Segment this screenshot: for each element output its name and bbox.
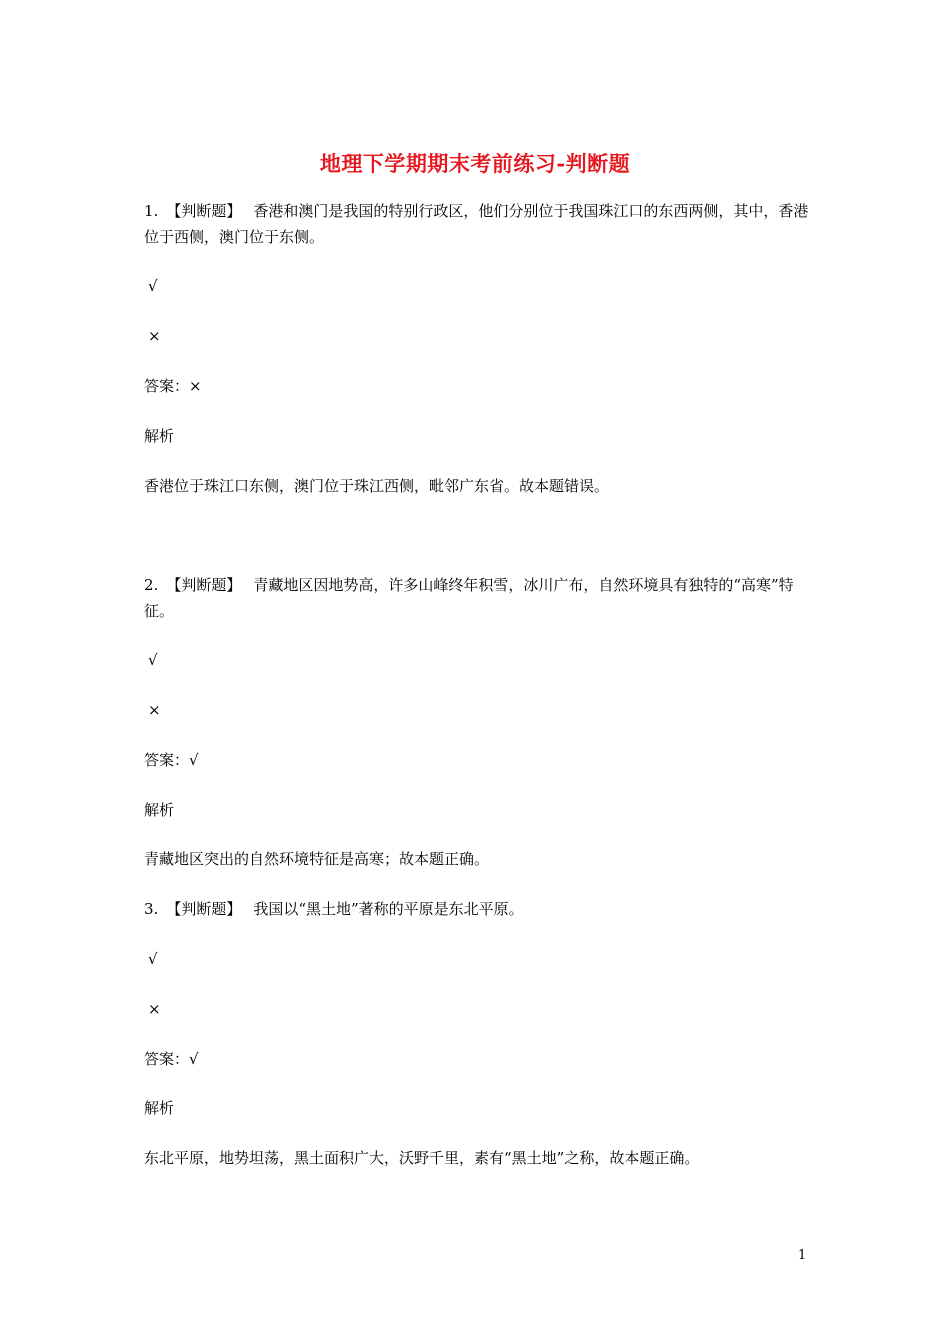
question-2-option-true[interactable]: √ (148, 651, 158, 669)
question-3-option-true[interactable]: √ (148, 950, 158, 968)
question-3-answer: 答案：√ (144, 1050, 199, 1068)
question-1-option-false[interactable]: × (148, 327, 161, 345)
question-3-analysis: 东北平原，地势坦荡，黑土面积广大，沃野千里，素有“黑土地”之称，故本题正确。 (144, 1149, 700, 1167)
question-1-type-tag: 【判断题】 (166, 202, 242, 220)
question-2-option-false[interactable]: × (148, 701, 161, 719)
question-3-option-false[interactable]: × (148, 1000, 161, 1018)
question-2-stem (144, 572, 814, 624)
question-3-number: 3. (144, 900, 159, 918)
question-1-option-true[interactable]: √ (148, 277, 158, 295)
question-3-analysis-label: 解析 (144, 1099, 175, 1117)
question-1-text: 香港和澳门是我国的特别行政区，他们分别位于我国珠江口的东西两侧，其中，香港位于西侧，澳门位于东侧。 (144, 202, 809, 246)
question-1-analysis: 香港位于珠江口东侧，澳门位于珠江西侧，毗邻广东省。故本题错误。 (144, 477, 610, 495)
question-2-answer: 答案：√ (144, 751, 199, 769)
question-3-text: 我国以“黑土地”著称的平原是东北平原。 (253, 900, 524, 918)
question-2-analysis-label: 解析 (144, 801, 175, 819)
page-title: 地理下学期期末考前练习-判断题 (319, 151, 631, 176)
question-3-type-tag: 【判断题】 (166, 900, 242, 918)
question-3-stem (144, 896, 524, 922)
question-2-type-tag: 【判断题】 (166, 576, 242, 594)
question-2-analysis: 青藏地区突出的自然环境特征是高寒；故本题正确。 (144, 850, 490, 868)
page-number: 1 (798, 1248, 807, 1263)
question-2-text: 青藏地区因地势高，许多山峰终年积雪，冰川广布，自然环境具有独特的“高寒”特征。 (144, 576, 794, 620)
question-1-number: 1. (144, 202, 159, 220)
question-1-answer: 答案：× (144, 377, 202, 395)
question-1-analysis-label: 解析 (144, 427, 175, 445)
question-2-number: 2. (144, 576, 159, 594)
question-1-stem (144, 198, 814, 250)
